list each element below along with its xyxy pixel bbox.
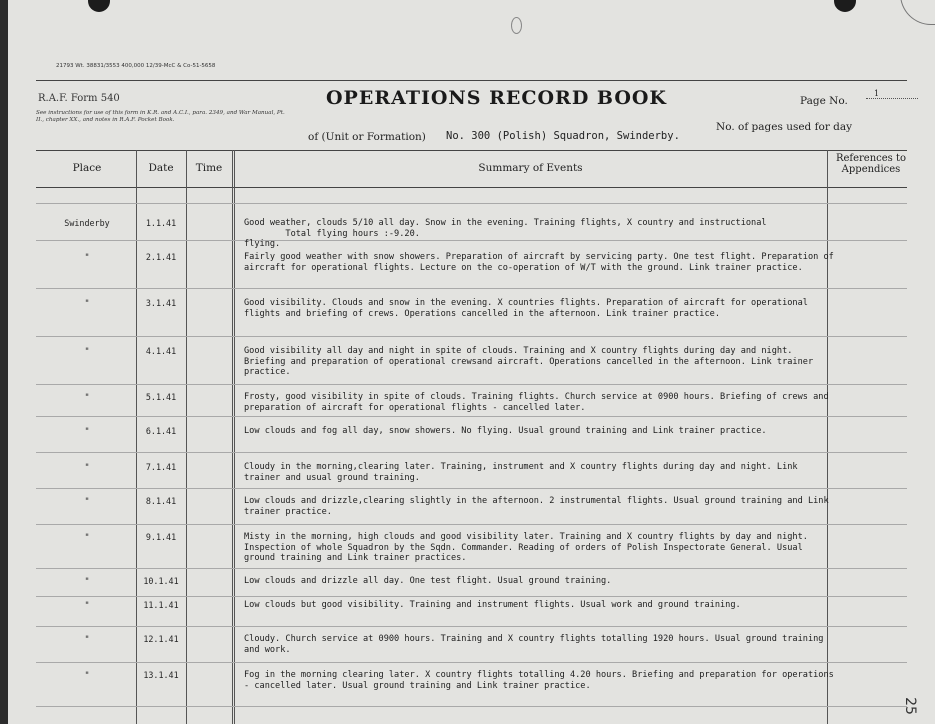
column-header-date: Date <box>148 162 174 174</box>
binding-hole <box>88 0 110 12</box>
header-rule-bottom <box>36 187 907 188</box>
entry-date: 4.1.41 <box>145 346 177 356</box>
entry-summary: Low clouds and drizzle all day. One test flight. Usual ground training. <box>244 576 612 586</box>
entry-date: 5.1.41 <box>145 392 177 402</box>
entry-place: " <box>84 298 90 308</box>
entry-place: Swinderby <box>64 218 110 228</box>
entry-date: 10.1.41 <box>143 576 179 586</box>
entry-date: 9.1.41 <box>145 532 177 542</box>
entry-date: 8.1.41 <box>145 496 177 506</box>
unit-value: No. 300 (Polish) Squadron, Swinderby. <box>446 130 680 142</box>
pencil-mark <box>511 17 522 34</box>
unit-label: of (Unit or Formation) <box>308 131 426 143</box>
binding-hole <box>834 0 856 12</box>
entry-place: " <box>84 576 90 586</box>
ruled-line <box>36 416 907 417</box>
entry-summary: Frosty, good visibility in spite of clouds. Training flights. Church service at 0900 hours. Briefing of crews and preparation of aircraft for operational flights - cancelled later. <box>244 392 834 413</box>
ruled-line <box>36 452 907 453</box>
column-divider <box>186 150 187 724</box>
entry-place: " <box>84 426 90 436</box>
entry-summary: Cloudy. Church service at 0900 hours. Training and X country flights totalling 1920 hours. Usual ground training and work. <box>244 634 829 655</box>
ruled-line <box>36 384 907 385</box>
form-number: R.A.F. Form 540 <box>38 93 120 104</box>
entry-place: " <box>84 346 90 356</box>
form-instructions: See instructions for use of this form in K.R. and A.C.I., para. 2349, and War Manual, Pt. II., chapter XX., and notes in R.A.F. Pocket Book. <box>36 110 285 123</box>
entry-summary: Good visibility all day and night in spite of clouds. Training and X country flights during day and night. Briefing and preparation of operational crewsand aircraft. Operations cancelled in the afternoon. Link trainer practice. <box>244 346 819 378</box>
ruled-line <box>36 568 907 569</box>
ruled-line <box>36 336 907 337</box>
entry-date: 6.1.41 <box>145 426 177 436</box>
header-rule-top <box>36 150 907 151</box>
entry-place: " <box>84 634 90 644</box>
entry-summary: Cloudy in the morning,clearing later. Training, instrument and X country flights during day and night. Link trainer and usual ground training. <box>244 462 803 483</box>
pages-used-label: No. of pages used for day <box>716 121 853 133</box>
entry-date: 13.1.41 <box>143 670 179 680</box>
ruled-line <box>36 626 907 627</box>
entry-place: " <box>84 496 90 506</box>
ruled-line <box>36 662 907 663</box>
entry-place: " <box>84 532 90 542</box>
entry-date: 7.1.41 <box>145 462 177 472</box>
entry-date: 3.1.41 <box>145 298 177 308</box>
entry-date: 1.1.41 <box>145 218 177 228</box>
column-header-place: Place <box>72 162 102 174</box>
folio-number: 25 <box>901 697 918 715</box>
entry-place: " <box>84 252 90 262</box>
entry-summary: Fog in the morning clearing later. X country flights totalling 4.20 hours. Briefing and preparation for operations - cancelled later. Usual ground training and Link trainer practice. <box>244 670 840 691</box>
entry-date: 2.1.41 <box>145 252 177 262</box>
entry-place: " <box>84 392 90 402</box>
top-rule <box>36 80 907 81</box>
ruled-line <box>36 288 907 289</box>
entry-date: 12.1.41 <box>143 634 179 644</box>
entry-summary: Low clouds and fog all day, snow showers. No flying. Usual ground training and Link trainer practice. <box>244 426 767 436</box>
entry-summary: Good visibility. Clouds and snow in the evening. X countries flights. Preparation of aircraft for operational flights and briefing of crews. Operations cancelled in the afternoon. Link trainer practice. <box>244 298 814 319</box>
column-header-summary: Summary of Events <box>478 162 583 174</box>
page-title: OPERATIONS RECORD BOOK <box>326 87 667 109</box>
entry-summary: Fairly good weather with snow showers. Preparation of aircraft by servicing party. One test flight. Preparation of aircraft for operational flights. Lecture on the co-operation of W/T with the ground. Link trainer practice. <box>244 252 840 273</box>
entry-date: 11.1.41 <box>143 600 179 610</box>
column-header-references: References to Appendices <box>835 153 907 175</box>
entry-place: " <box>84 462 90 472</box>
entry-summary: Low clouds and drizzle,clearing slightly in the afternoon. 2 instrumental flights. Usual ground training and Link trainer practice. <box>244 496 834 517</box>
column-divider <box>232 150 235 724</box>
entry-summary: Misty in the morning, high clouds and good visibility later. Training and X country flights by day and night. Inspection of whole Squadron by the Sqdn. Commander. Reading of orders of Polish Inspectorate General. Usual ground training and Link trainer practices. <box>244 532 814 564</box>
ruled-line <box>36 596 907 597</box>
ruled-line <box>36 203 907 204</box>
entry-summary: Low clouds but good visibility. Training and instrument flights. Usual work and ground training. <box>244 600 741 610</box>
ruled-line <box>36 488 907 489</box>
entry-place: " <box>84 670 90 680</box>
record-sheet <box>8 0 935 724</box>
paper-corner <box>900 0 935 25</box>
printer-line: 21793 Wt. 38831/3553 400,000 12/39-McC & Co-51-5658 <box>56 63 216 69</box>
page-number-value: 1 <box>866 89 918 99</box>
column-header-time: Time <box>195 162 223 174</box>
entry-place: " <box>84 600 90 610</box>
ruled-line <box>36 706 907 707</box>
ruled-line <box>36 524 907 525</box>
entry-summary: Good weather, clouds 5/10 all day. Snow in the evening. Training flights, X country and instructional Total flying hours :-9.20. flying. <box>244 218 767 250</box>
page-number-label: Page No. <box>800 95 848 107</box>
